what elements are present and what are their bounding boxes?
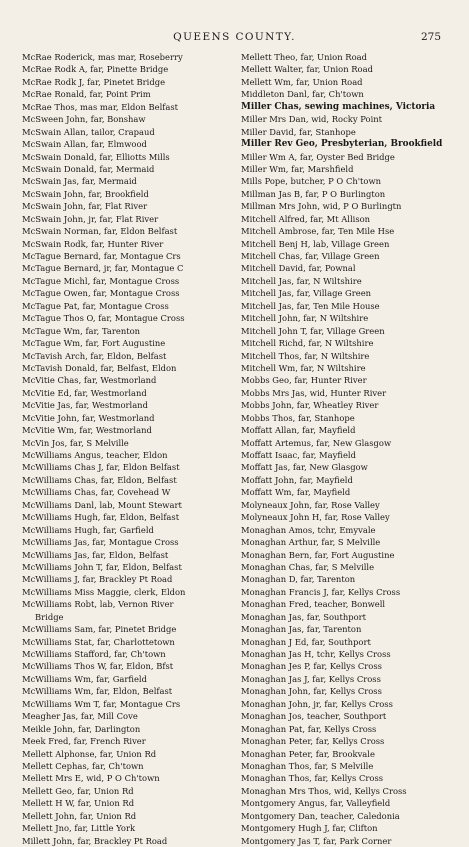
directory-entry: Molyneaux John, far, Rose Valley bbox=[241, 499, 380, 510]
directory-entry: McTague Wm, far, Fort Augustine bbox=[22, 338, 166, 349]
directory-entry: McWilliams John T, far, Eldon, Belfast bbox=[22, 561, 182, 572]
directory-entry: McTague Bernard, jr, far, Montague C bbox=[22, 263, 184, 274]
directory-entry: McTague Pat, far, Montague Cross bbox=[22, 300, 169, 311]
directory-entry: Mobbs Thos, far, Stanhope bbox=[241, 412, 355, 423]
directory-entry: Montgomery Angus, far, Valleyfield bbox=[241, 798, 391, 809]
directory-entry: Millman Mrs John, wid, P O Burlingtn bbox=[241, 201, 402, 212]
directory-entry: Mills Pope, butcher, P O Ch'town bbox=[241, 176, 382, 187]
directory-entry: Monaghan Peter, far, Brookvale bbox=[241, 748, 375, 759]
directory-entry: Moffatt Allan, far, Mayfield bbox=[241, 425, 356, 436]
directory-entry: Mitchell Alfred, far, Mt Allison bbox=[241, 213, 371, 224]
directory-entry: Monaghan Jes P, far, Kellys Cross bbox=[241, 661, 382, 672]
directory-entry: Monaghan D, far, Tarenton bbox=[241, 574, 356, 585]
directory-entry: Mellett John, far, Union Rd bbox=[22, 810, 137, 821]
directory-entry: Mitchell Wm, far, N Wiltshire bbox=[241, 362, 366, 373]
directory-entry: Monaghan Jos, teacher, Southport bbox=[241, 711, 387, 722]
directory-entry: McSwain Norman, far, Eldon Belfast bbox=[22, 226, 178, 237]
directory-entry: Moffatt Jas, far, New Glasgow bbox=[241, 462, 368, 473]
directory-entry: McSween John, far, Bonshaw bbox=[22, 114, 146, 125]
directory-entry: McTague Thos O, far, Montague Cross bbox=[22, 313, 185, 324]
directory-entry: Monaghan Peter, far, Kellys Cross bbox=[241, 736, 385, 747]
directory-entry: Monaghan Thos, far, S Melville bbox=[241, 760, 374, 771]
directory-entry: Mellett Wm, far, Union Road bbox=[241, 76, 363, 87]
directory-entry: McWilliams Chas J, far, Eldon Belfast bbox=[22, 462, 180, 473]
directory-entry: Meagher Jas, far, Mill Cove bbox=[22, 711, 138, 722]
directory-entry: McVitie Wm, far, Westmorland bbox=[22, 425, 152, 436]
directory-entry: McVitie Ed, far, Westmorland bbox=[22, 387, 147, 398]
directory-entry: McWilliams Wm, far, Garfield bbox=[22, 673, 147, 684]
directory-entry: Monaghan Jas J, far, Kellys Cross bbox=[241, 673, 381, 684]
directory-entry: Mobbs Geo, far, Hunter River bbox=[241, 375, 367, 386]
directory-entry: McSwain Donald, far, Elliotts Mills bbox=[22, 151, 170, 162]
directory-entry: Monaghan Mrs Thos, wid, Kellys Cross bbox=[241, 785, 407, 796]
directory-entry: Mitchell Jas, far, N Wiltshire bbox=[241, 275, 362, 286]
directory-entry: Monaghan Chas, far, S Melville bbox=[241, 561, 375, 572]
directory-entry: Mitchell John T, far, Village Green bbox=[241, 325, 385, 336]
page-title: QUEENS COUNTY. bbox=[173, 31, 296, 43]
directory-entry: McWilliams Wm, far, Eldon, Belfast bbox=[22, 686, 173, 697]
directory-entry: Mobbs Mrs Jas, wid, Hunter River bbox=[241, 387, 387, 398]
directory-entry: McWilliams Miss Maggie, clerk, Eldon bbox=[22, 586, 186, 597]
directory-entry: Miller Rev Geo, Presbyterian, Brookfield bbox=[241, 139, 443, 150]
directory-entry: McWilliams Chas, far, Eldon, Belfast bbox=[22, 474, 177, 485]
directory-entry: McSwain Jas, far, Mermaid bbox=[22, 176, 137, 187]
directory-entry: McSwain John, jr, far, Flat River bbox=[22, 213, 159, 224]
directory-entry: Mellett H W, far, Union Rd bbox=[22, 798, 135, 809]
left-column bbox=[22, 51, 240, 847]
directory-entry: McSwain John, far, Brookfield bbox=[22, 188, 149, 199]
directory-entry-continuation: Bridge bbox=[35, 611, 64, 622]
directory-entry: McWilliams J, far, Brackley Pt Road bbox=[22, 574, 173, 585]
directory-entry: McWilliams Thos W, far, Eldon, Bfst bbox=[22, 661, 174, 672]
right-column bbox=[241, 51, 455, 847]
directory-entry: Mellett Geo, far, Union Rd bbox=[22, 785, 134, 796]
directory-entry: Mitchell Benj H, lab, Village Green bbox=[241, 238, 390, 249]
directory-entry: Monaghan Jas H, tchr, Kellys Cross bbox=[241, 649, 391, 659]
directory-entry: Mellett Cephas, far, Ch'town bbox=[22, 760, 144, 771]
directory-entry: McWilliams Danl, lab, Mount Stewart bbox=[22, 499, 182, 510]
directory-entry: McWilliams Wm T, far, Montague Crs bbox=[22, 698, 181, 709]
directory-entry: McRae Rodk J, far, Pinetet Bridge bbox=[22, 76, 166, 87]
directory-entry: Mitchell John, far, N Wiltshire bbox=[241, 313, 369, 324]
directory-entry: McTavish Arch, far, Eldon, Belfast bbox=[22, 350, 167, 361]
directory-entry: Mitchell Thos, far, N Wiltshire bbox=[241, 350, 370, 361]
directory-entry: Mitchell David, far, Pownal bbox=[241, 263, 356, 274]
directory-entry: McSwain Allan, tailor, Crapaud bbox=[22, 126, 155, 137]
directory-entry: Monaghan Jas, far, Tarenton bbox=[241, 624, 362, 635]
page-number: 275 bbox=[420, 31, 441, 43]
directory-entry: McWilliams Jas, far, Eldon, Belfast bbox=[22, 549, 169, 560]
directory-entry: McWilliams Stafford, far, Ch'town bbox=[22, 649, 166, 659]
directory-entry: McVitie Chas, far, Westmorland bbox=[22, 375, 157, 386]
directory-entry: McTague Owen, far, Montague Cross bbox=[22, 288, 180, 299]
directory-entry: McTague Wm, far, Tarenton bbox=[22, 325, 141, 336]
directory-entry: McRae Roderick, mas mar, Roseberry bbox=[22, 52, 183, 62]
directory-entry: McWilliams Sam, far, Pinetet Bridge bbox=[22, 624, 177, 635]
directory-entry: McWilliams Jas, far, Montague Cross bbox=[22, 537, 179, 548]
directory-entry: McWilliams Robt, lab, Vernon River bbox=[22, 599, 174, 610]
directory-entry: Monaghan Francis J, far, Kellys Cross bbox=[241, 586, 401, 597]
directory-entry: McTavish Donald, far, Belfast, Eldon bbox=[22, 362, 177, 373]
directory-entry: Monaghan Arthur, far, S Melville bbox=[241, 537, 381, 548]
directory-entry: Mitchell Jas, far, Ten Mile House bbox=[241, 300, 380, 311]
directory-entry: Mitchell Ambrose, far, Ten Mile Hse bbox=[241, 226, 395, 237]
directory-entry: Mitchell Chas, far, Village Green bbox=[241, 251, 380, 261]
directory-entry: Mellett Theo, far, Union Road bbox=[241, 52, 367, 62]
directory-entry: McSwain Donald, far, Mermaid bbox=[22, 163, 155, 174]
directory-entry: Monaghan Jas, far, Southport bbox=[241, 611, 366, 622]
directory-entry: Mitchell Richd, far, N Wiltshire bbox=[241, 338, 374, 349]
directory-entry: McRae Rodk A, far, Pinette Bridge bbox=[22, 64, 169, 75]
directory-entry: McRae Thos, mas mar, Eldon Belfast bbox=[22, 101, 179, 112]
directory-entry: McWilliams Angus, teacher, Eldon bbox=[22, 450, 168, 460]
directory-entry: Mellett Jno, far, Little York bbox=[22, 823, 136, 834]
directory-entry: McWilliams Stat, far, Charlottetown bbox=[22, 636, 175, 647]
directory-entry: McVitie John, far, Westmorland bbox=[22, 412, 155, 423]
directory-entry: McSwain Rodk, far, Hunter River bbox=[22, 238, 164, 249]
directory-entry: Miller Mrs Dan, wid, Rocky Point bbox=[241, 114, 383, 125]
directory-entry: Monaghan Amos, tchr, Emyvale bbox=[241, 524, 376, 535]
directory-entry: Monaghan Pat, far, Kellys Cross bbox=[241, 723, 377, 734]
directory-entry: Monaghan Fred, teacher, Bonwell bbox=[241, 599, 386, 610]
directory-entry: Monaghan J Ed, far, Southport bbox=[241, 636, 371, 647]
directory-entry: Montgomery Dan, teacher, Caledonia bbox=[241, 810, 400, 821]
directory-entry: Moffatt John, far, Mayfield bbox=[241, 474, 353, 485]
directory-entry: Middleton Danl, far, Ch'town bbox=[241, 89, 364, 100]
directory-entry: Millett John, far, Brackley Pt Road bbox=[22, 835, 168, 846]
directory-entry: McSwain Allan, far, Elmwood bbox=[22, 139, 147, 150]
directory-entry: McRae Ronald, far, Point Prim bbox=[22, 89, 151, 100]
directory-entry: Molyneaux John H, far, Rose Valley bbox=[241, 512, 390, 523]
directory-entry: Monaghan Thos, far, Kellys Cross bbox=[241, 773, 384, 784]
directory-entry: Mellett Alphonse, far, Union Rd bbox=[22, 748, 157, 759]
page-header bbox=[0, 30, 469, 44]
directory-entry: McWilliams Hugh, far, Garfield bbox=[22, 524, 154, 535]
directory-entry: McTague Michl, far, Montague Cross bbox=[22, 275, 180, 286]
directory-entry: Monaghan John, jr, far, Kellys Cross bbox=[241, 698, 393, 709]
directory-entry: Moffatt Wm, far, Mayfield bbox=[241, 487, 351, 498]
directory-entry: Millman Jas B, far, P O Burlington bbox=[241, 188, 386, 199]
directory-entry: McTague Bernard, far, Montague Crs bbox=[22, 251, 181, 261]
directory-entry: McWilliams Hugh, far, Eldon, Belfast bbox=[22, 512, 180, 523]
directory-entry: Monaghan Bern, far, Fort Augustine bbox=[241, 549, 395, 560]
directory-entry: Montgomery Hugh J, far, Clifton bbox=[241, 823, 378, 834]
directory-entry: Moffatt Artemus, far, New Glasgow bbox=[241, 437, 392, 448]
directory-entry: McSwain John, far, Flat River bbox=[22, 201, 148, 212]
directory-entry: Mobbs John, far, Wheatley River bbox=[241, 400, 379, 411]
directory-entry: McVitie Jas, far, Westmorland bbox=[22, 400, 148, 411]
directory-entry: Meek Fred, far, French River bbox=[22, 736, 146, 747]
directory-entry: Meikle John, far, Darlington bbox=[22, 723, 141, 734]
directory-entry: Monaghan John, far, Kellys Cross bbox=[241, 686, 382, 697]
directory-entry: Mellett Mrs E, wid, P O Ch'town bbox=[22, 773, 160, 784]
directory-entry: Mitchell Jas, far, Village Green bbox=[241, 288, 372, 299]
directory-entry: McVin Jos, far, S Melville bbox=[22, 437, 129, 448]
directory-entry: Moffatt Isaac, far, Mayfield bbox=[241, 450, 356, 460]
directory-entry: Miller Chas, sewing machines, Victoria bbox=[241, 101, 436, 112]
directory-entry: McWilliams Chas, far, Covehead W bbox=[22, 487, 171, 498]
directory-entry: Miller Wm, far, Marshfield bbox=[241, 163, 354, 174]
directory-entry: Miller Wm A, far, Oyster Bed Bridge bbox=[241, 151, 395, 162]
directory-entry: Montgomery Jas T, far, Park Corner bbox=[241, 835, 392, 846]
directory-entry: Miller David, far, Stanhope bbox=[241, 126, 356, 137]
directory-entry: Mellett Walter, far, Union Road bbox=[241, 64, 373, 75]
